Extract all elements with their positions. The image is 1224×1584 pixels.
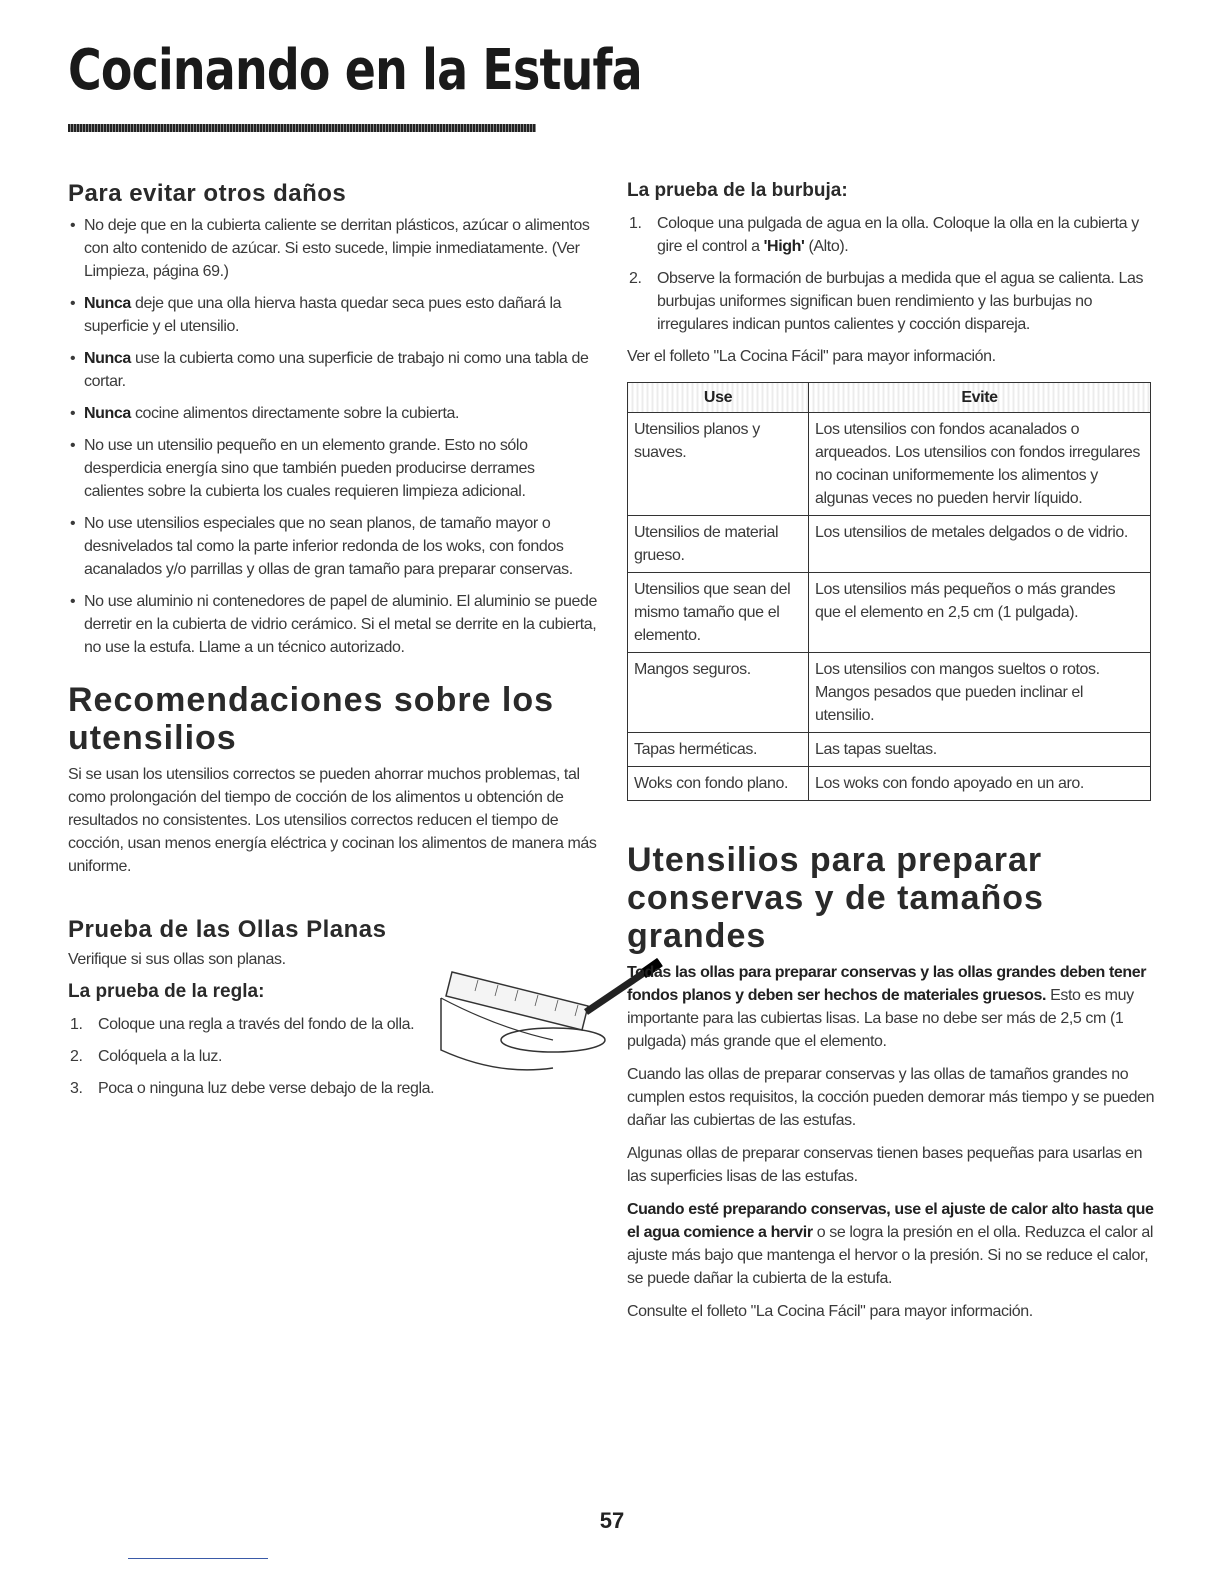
page-number: 57	[599, 1508, 625, 1533]
table-cell: Las tapas sueltas.	[809, 733, 1151, 767]
list-item: • Nunca cocine alimentos directamente sobre la cubierta.	[68, 402, 598, 425]
table-row	[628, 413, 1151, 516]
right-column	[627, 180, 1157, 1323]
table-row	[628, 733, 1151, 767]
table-cell: Los woks con fondo apoyado en un aro.	[809, 767, 1151, 801]
list-item: 2. Colóquela a la luz.	[70, 1048, 223, 1065]
flat-test-intro: Verifique si sus ollas son planas.	[68, 951, 286, 968]
list-item: • Nunca deje que una olla hierva hasta quedar seca pues esto dañará la superficie y el utensilio.	[68, 292, 598, 338]
canning-paragraph: Cuando esté preparando conservas, use el ajuste de calor alto hasta que el agua comience a hervir o se logra la presión en el olla. Reduzca el calor al ajuste más bajo que mantenga el hervor o la presión. Si no se reduce el calor, se puede dañar la cubierta de la estufa.	[627, 1201, 1154, 1287]
recommendations-body: Si se usan los utensilios correctos se pueden ahorrar muchos problemas, tal como prolongación del tiempo de cocción de los alimentos u obtención de resultados no consistentes. Los utensilios correctos reducen el tiempo de cocción, usan menos energía eléctrica y cocinan los alimentos de manera más uniforme.	[68, 766, 597, 875]
flat-test-heading: Prueba de las Ollas Planas	[68, 916, 387, 943]
table-cell: Los utensilios de metales delgados o de vidrio.	[809, 516, 1151, 573]
ruler-test-heading: La prueba de la regla:	[68, 981, 265, 1002]
table-row	[628, 767, 1151, 801]
footer-line	[128, 1558, 268, 1559]
recommendations-heading: Recomendaciones sobre los utensilios	[68, 681, 555, 757]
list-item: • Nunca use la cubierta como una superficie de trabajo ni como una tabla de cortar.	[68, 347, 598, 393]
bubble-note: Ver el folleto "La Cocina Fácil" para mayor información.	[627, 348, 996, 365]
canning-paragraph: Algunas ollas de preparar conservas tienen bases pequeñas para usarlas en las superficies lisas de las estufas.	[627, 1145, 1143, 1185]
table-row	[628, 516, 1151, 573]
list-item: • No use utensilios especiales que no sean planos, de tamaño mayor o desnivelados tal como la parte inferior redonda de los woks, con fondos acanalados y/o parrillas y ollas de gran tamaño para preparar conservas.	[68, 512, 598, 581]
list-item: • No use aluminio ni contenedores de papel de aluminio. El aluminio se puede derretir en la cubierta de vidrio cerámico. Si el metal se derrite en la cubierta, no use la estufa. Llame a un técnico autorizado.	[68, 590, 598, 659]
utensils-table	[627, 382, 1151, 801]
table-cell: Utensilios planos y suaves.	[628, 413, 809, 516]
damage-heading: Para evitar otros daños	[68, 180, 347, 207]
table-cell: Los utensilios más pequeños o más grandes que el elemento en 2,5 cm (1 pulgada).	[809, 573, 1151, 653]
table-row	[628, 573, 1151, 653]
header-avoid: Evite	[809, 383, 1151, 413]
list-item: 1. Coloque una regla a través del fondo de la olla.	[70, 1016, 415, 1033]
list-item: 3. Poca o ninguna luz debe verse debajo de la regla.	[70, 1080, 435, 1097]
canning-paragraph: Consulte el folleto "La Cocina Fácil" para mayor información.	[627, 1303, 1033, 1320]
page-title: Cocinando en la Estufa	[68, 38, 642, 103]
list-item: • No use un utensilio pequeño en un elemento grande. Esto no sólo desperdicia energía sino que también pueden producirse derrames calientes sobre la cubierta los cuales requieren limpieza adicional.	[68, 434, 598, 503]
table-header-row	[628, 383, 1151, 413]
table-cell: Tapas herméticas.	[628, 733, 809, 767]
table-cell: Mangos seguros.	[628, 653, 809, 733]
table-cell: Utensilios de material grueso.	[628, 516, 809, 573]
canning-paragraph: Todas las ollas para preparar conservas y las ollas grandes deben tener fondos planos y deben ser hechos de materiales gruesos. Esto es muy importante para las cubiertas lisas. La base no debe ser más de 2,5 cm (1 pulgada) más grande que el elemento.	[627, 964, 1147, 1050]
table-cell: Los utensilios con fondos acanalados o arqueados. Los utensilios con fondos irregulares no cocinan uniformemente los alimentos y algunas veces no pueden hervir líquido.	[809, 413, 1151, 516]
list-item: 1. Coloque una pulgada de agua en la olla. Coloque la olla en la cubierta y gire el control a 'High' (Alto).	[629, 215, 1139, 255]
canning-paragraph: Cuando las ollas de preparar conservas y las ollas de tamaños grandes no cumplen estos requisitos, la cocción pueden demorar más tiempo y se pueden dañar las cubiertas de las estufas.	[627, 1066, 1155, 1129]
table-cell: Utensilios que sean del mismo tamaño que el elemento.	[628, 573, 809, 653]
list-item: 2. Observe la formación de burbujas a medida que el agua se calienta. Las burbujas uniformes significan buen rendimiento y las burbujas no irregulares indican puntos calientes y cocción dispareja.	[629, 270, 1144, 333]
bubble-steps	[627, 212, 1157, 336]
table-cell: Los utensilios con mangos sueltos o rotos. Mangos pesados que pueden inclinar el utensilio.	[809, 653, 1151, 733]
table-cell: Woks con fondo plano.	[628, 767, 809, 801]
damage-list	[68, 214, 598, 659]
list-item: • No deje que en la cubierta caliente se derritan plásticos, azúcar o alimentos con alto contenido de azúcar. Si esto sucede, limpie inmediatamente. (Ver Limpieza, página 69.)	[68, 214, 598, 283]
title-rule	[68, 124, 536, 132]
table-row	[628, 653, 1151, 733]
bubble-test-heading: La prueba de la burbuja:	[627, 180, 848, 201]
left-column	[68, 180, 598, 1109]
canning-heading: Utensilios para preparar conservas y de tamaños grandes	[627, 841, 1044, 955]
header-use: Use	[628, 383, 809, 413]
